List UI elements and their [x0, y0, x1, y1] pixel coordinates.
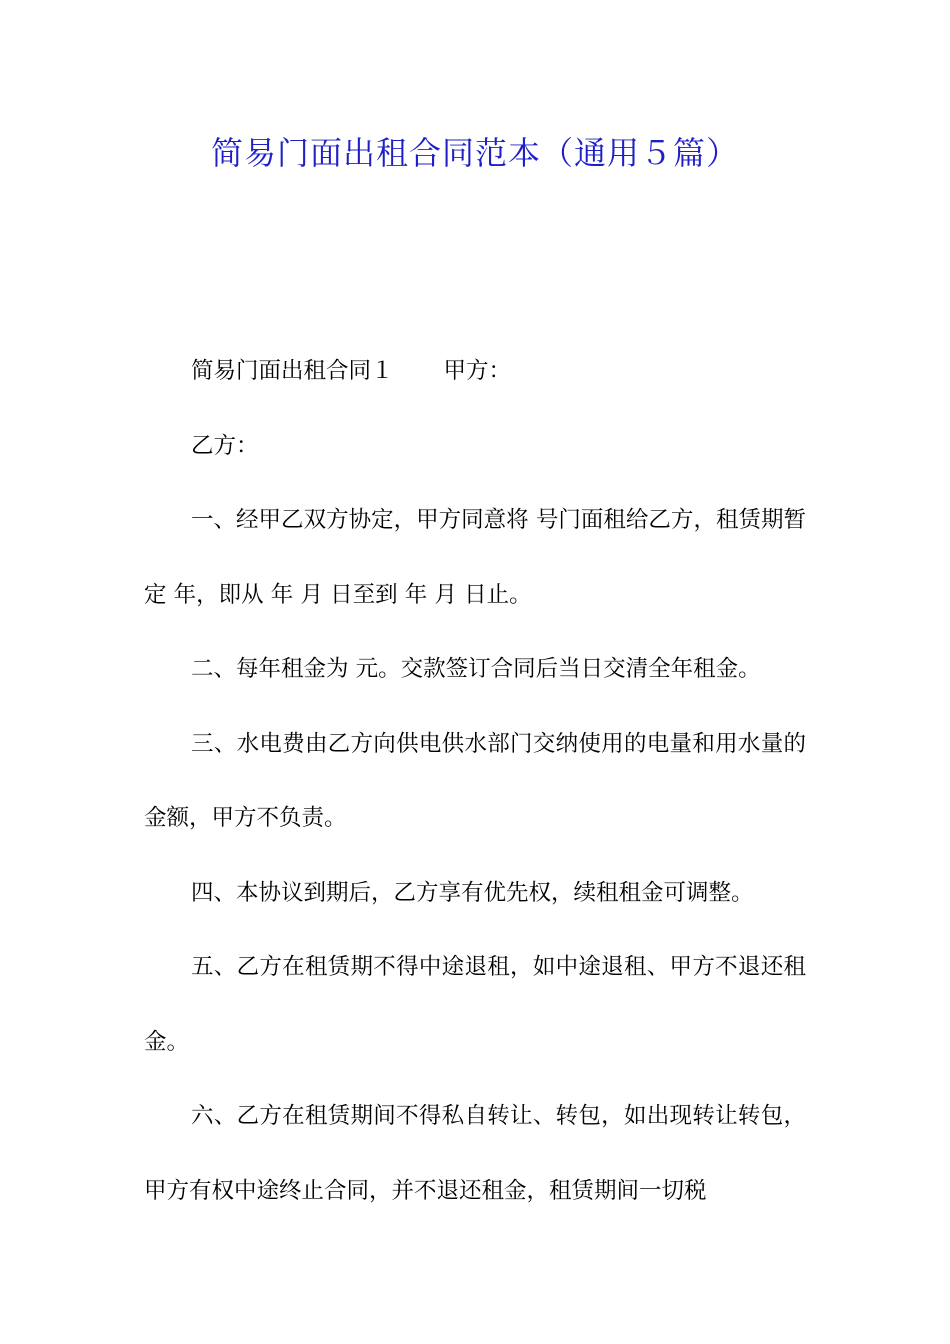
clause-4: 四、本协议到期后，乙方享有优先权，续租租金可调整。 — [191, 879, 754, 906]
contract-heading-line — [144, 334, 806, 409]
clause-6: 六、乙方在租赁期间不得私自转让、转包，如出现转让转包，甲方有权中途终止合同，并不退还租金，租赁期间一切税 — [144, 1103, 806, 1204]
clause-3: 三、水电费由乙方向供电供水部门交纳使用的电量和用水量的金额，甲方不负责。 — [144, 730, 806, 831]
document-body — [144, 334, 806, 1228]
document-title: 简易门面出租合同范本（通用５篇） — [210, 134, 739, 172]
party-b-label: 乙方： — [191, 432, 259, 459]
contract-number-label: 简易门面出租合同１ — [191, 358, 394, 384]
clause-2: 二、每年租金为 元。交款签订合同后当日交清全年租金。 — [191, 656, 761, 682]
party-a-label: 甲方： — [443, 358, 512, 384]
clause-1: 一、经甲乙双方协定，甲方同意将 号门面租给乙方，租赁期暂定 年，即从 年 月 日至到 年 月 日止。 — [144, 507, 806, 608]
clause-5: 五、乙方在租赁期不得中途退租，如中途退租、甲方不退还租金。 — [144, 954, 806, 1055]
